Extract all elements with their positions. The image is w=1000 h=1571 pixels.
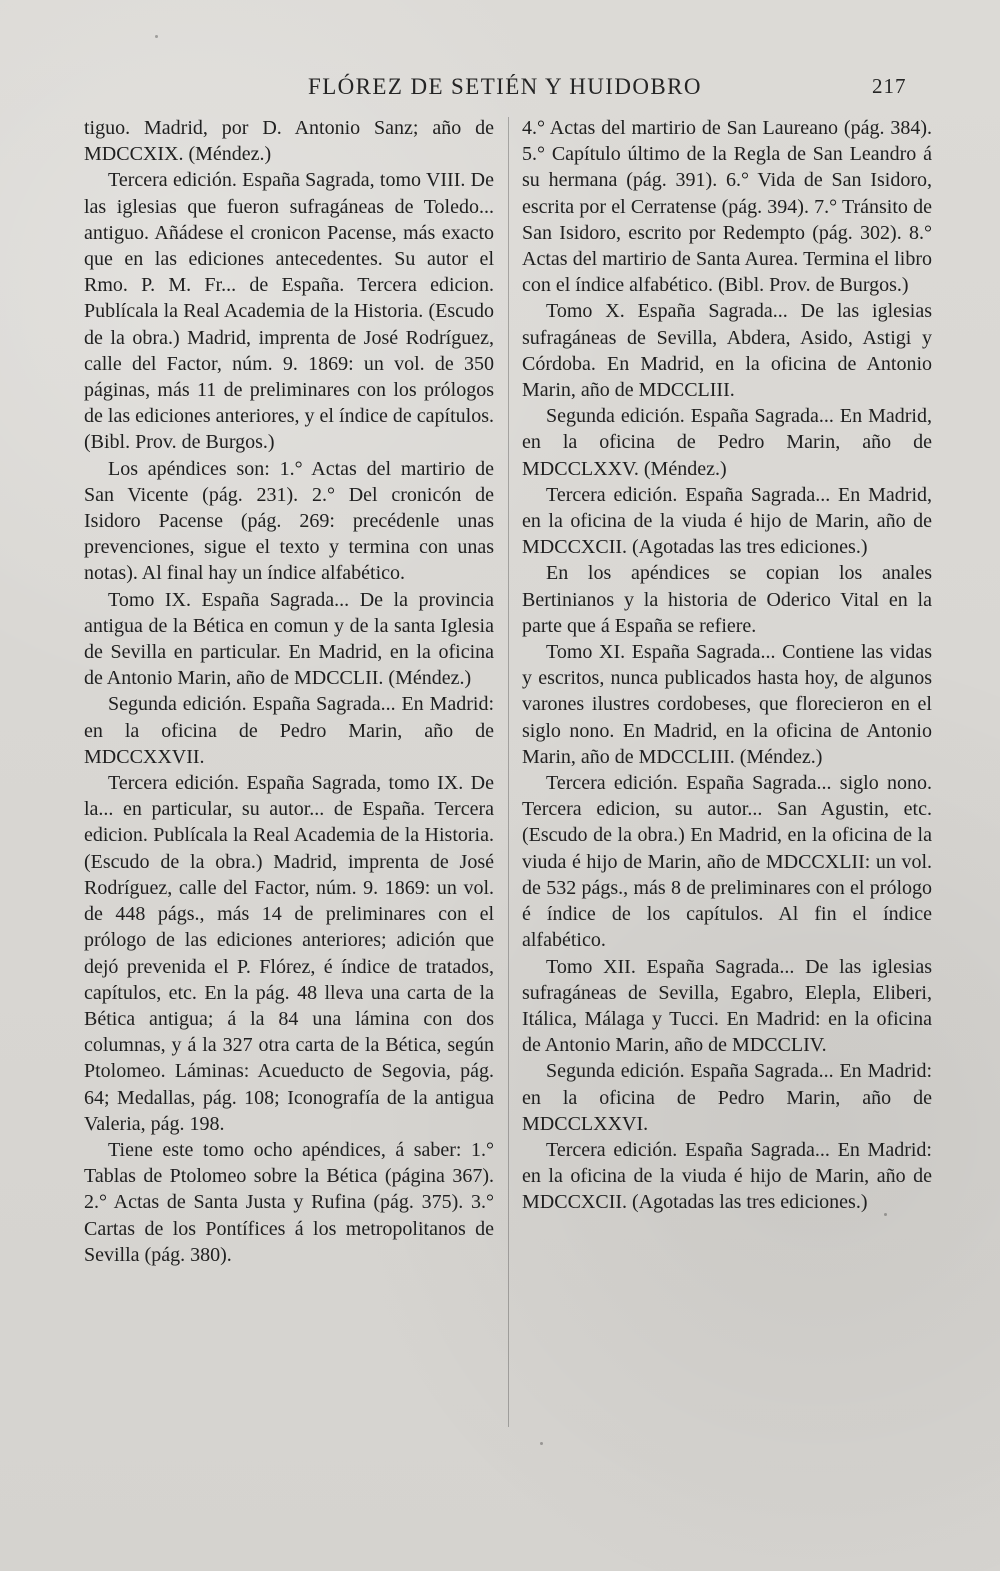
- right-column: [522, 115, 932, 1216]
- left-paragraph-4: Tomo IX. España Sagrada... De la provincia antigua de la Bética en comun y de la santa Iglesia de Sevilla en particular. En Madrid, en la oficina de Antonio Marin, año de MDCCLII. (Méndez.): [84, 588, 494, 690]
- left-paragraph-7: Tiene este tomo ocho apéndices, á saber: 1.° Tablas de Ptolomeo sobre la Bética (página 367). 2.° Actas de Santa Justa y Rufina (pág. 375). 3.° Cartas de los Pontífices á los metropolitanos de Sevilla (pág. 380).: [84, 1138, 494, 1266]
- right-paragraph-6: Tomo XI. España Sagrada... Contiene las vidas y escritos, nunca publicados hasta hoy, de algunos varones ilustres cordobeses, que florecieron en el siglo nono. En Madrid, en la oficina de Antonio Marin, año de MDCCLIII. (Méndez.): [522, 641, 932, 768]
- right-paragraph-4: Tercera edición. España Sagrada... En Madrid, en la oficina de la viuda é hijo de Marin, año de MDCCXCII. (Agotadas las tres ediciones.): [522, 483, 932, 559]
- page-number: 217: [872, 74, 907, 98]
- right-paragraph-1: 4.° Actas del martirio de San Laureano (pág. 384). 5.° Capítulo último de la Regla de San Leandro á su hermana (pág. 391). 6.° Vida de San Isidoro, escrita por el Cerratense (pág. 394). 7.° Tránsito de San Isidoro, escrito por Redempto (pág. 302). 8.° Actas del martirio de Santa Aurea. Termina el libro con el índice alfabético. (Bibl. Prov. de Burgos.): [522, 117, 932, 297]
- paper-speck: [884, 1213, 887, 1216]
- right-paragraph-7: Tercera edición. España Sagrada... siglo nono. Tercera edicion, su autor... San Agustin, etc. (Escudo de la obra.) En Madrid, en la oficina de la viuda é hijo de Marin, año de MDCCXLII: un vol. de 532 págs., más 8 de preliminares con el prólogo é índice de los capítulos. Al fin el índice alfabético.: [522, 772, 932, 952]
- paper-speck: [155, 35, 158, 38]
- column-divider: [508, 117, 509, 1427]
- page-title: FLÓREZ DE SETIÉN Y HUIDOBRO: [308, 74, 702, 99]
- right-paragraph-2: Tomo X. España Sagrada... De las iglesias sufragáneas de Sevilla, Abdera, Asido, Astigi y Córdoba. En Madrid, en la oficina de Antonio Marin, año de MDCCLIII.: [522, 300, 932, 402]
- right-paragraph-10: Tercera edición. España Sagrada... En Madrid: en la oficina de la viuda é hijo de Marin, año de MDCCXCII. (Agotadas las tres ediciones.): [522, 1138, 932, 1214]
- right-paragraph-8: Tomo XII. España Sagrada... De las iglesias sufragáneas de Sevilla, Egabro, Elepla, Eliberi, Itálica, Málaga y Tucci. En Madrid: en la oficina de Antonio Marin, año de MDCCLIV.: [522, 955, 932, 1057]
- running-head: [0, 74, 1000, 110]
- right-paragraph-5: En los apéndices se copian los anales Bertinianos y la historia de Oderico Vital en la parte que á España se refiere.: [522, 562, 932, 637]
- paper-speck: [540, 1442, 543, 1445]
- right-paragraph-3: Segunda edición. España Sagrada... En Madrid, en la oficina de Pedro Marin, año de MDCCLXXV. (Méndez.): [522, 405, 932, 480]
- left-paragraph-5: Segunda edición. España Sagrada... En Madrid: en la oficina de Pedro Marin, año de MDCCXXVII.: [84, 693, 494, 768]
- right-paragraph-9: Segunda edición. España Sagrada... En Madrid: en la oficina de Pedro Marin, año de MDCCLXXVI.: [522, 1060, 932, 1135]
- left-column: [84, 115, 494, 1268]
- left-paragraph-1: tiguo. Madrid, por D. Antonio Sanz; año de MDCCXIX. (Méndez.): [84, 117, 494, 166]
- left-paragraph-2: Tercera edición. España Sagrada, tomo VIII. De las iglesias que fueron sufragáneas de Toledo... antiguo. Añádese el cronicon Pacense, más exacto que en las ediciones antecedentes. Su autor el Rmo. P. M. Fr... de España. Tercera edicion. Publícala la Real Academia de la Historia. (Escudo de la obra.) Madrid, imprenta de José Rodríguez, calle del Factor, núm. 9. 1869: un vol. de 350 páginas, más 11 de preliminares con los prólogos de las ediciones anteriores, y el índice de capítulos. (Bibl. Prov. de Burgos.): [84, 169, 494, 454]
- left-paragraph-6: Tercera edición. España Sagrada, tomo IX. De la... en particular, su autor... de España. Tercera edicion. Publícala la Real Academia de la Historia. (Escudo de la obra.) Madrid, imprenta de José Rodríguez, calle del Factor, núm. 9. 1869: un vol. de 448 págs., más 14 de preliminares con el prólogo de las ediciones anteriores; adición que dejó prevenida el P. Flórez, é índice de tratados, capítulos, etc. En la pág. 48 lleva una carta de la Bética antigua; á la 84 una lámina con dos columnas, y á la 327 otra carta de la Bética, según Ptolomeo. Láminas: Acueducto de Segovia, pág. 64; Medallas, pág. 108; Iconografía de la antigua Valeria, pág. 198.: [84, 772, 494, 1135]
- left-paragraph-3: Los apéndices son: 1.° Actas del martirio de San Vicente (pág. 231). 2.° Del cronicón de Isidoro Pacense (pág. 269: precédenle unas prevenciones, sigue el texto y termina con unas notas). Al final hay un índice alfabético.: [84, 457, 494, 585]
